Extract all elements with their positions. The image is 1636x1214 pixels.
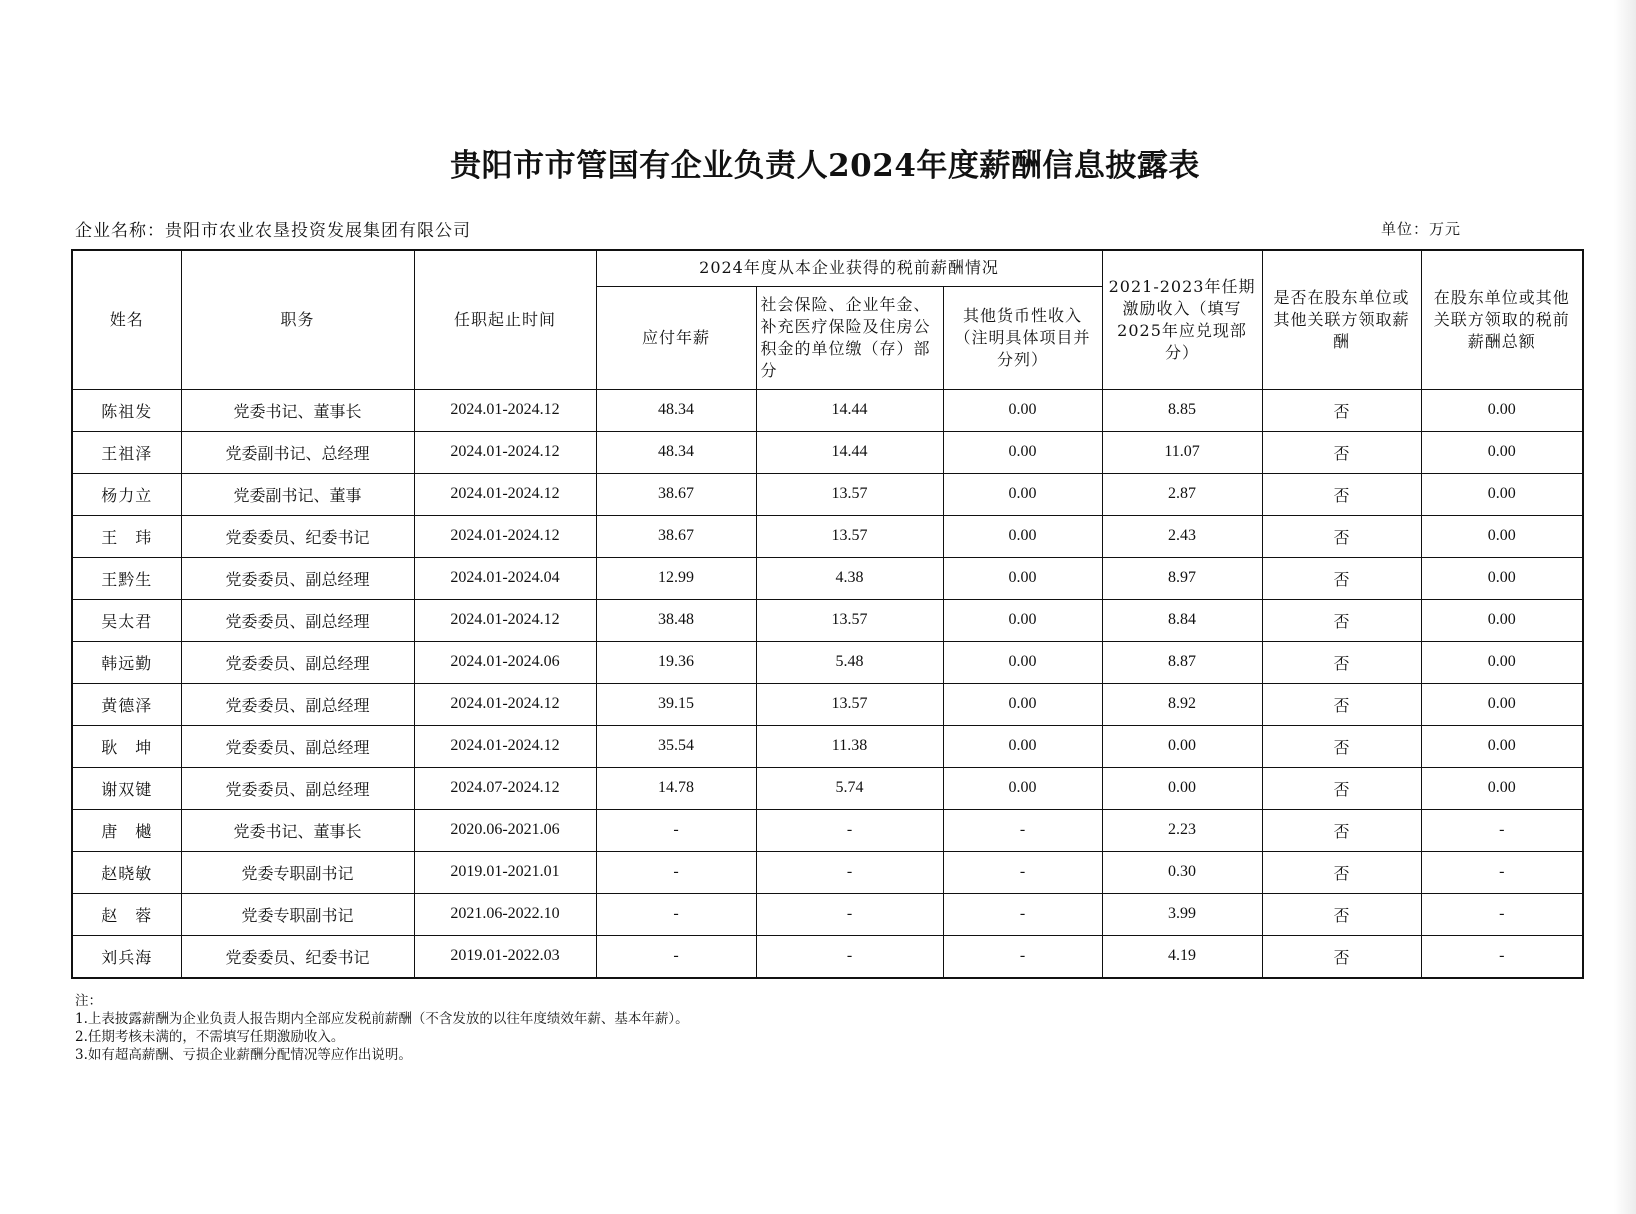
cell-term: 2019.01-2021.01 — [414, 851, 596, 893]
cell-name: 耿 坤 — [72, 725, 181, 767]
table-row — [72, 683, 1583, 725]
cell-salary: - — [596, 809, 756, 851]
company-name: 企业名称：贵阳市农业农垦投资发展集团有限公司 — [75, 221, 471, 241]
cell-insurance: 13.57 — [756, 599, 943, 641]
cell-position: 党委专职副书记 — [181, 893, 414, 935]
cell-salary: 48.34 — [596, 431, 756, 473]
cell-incentive: 2.23 — [1102, 809, 1262, 851]
header-group-2024: 2024年度从本企业获得的税前薪酬情况 — [596, 250, 1102, 286]
cell-other-income: - — [943, 935, 1102, 978]
table-row — [72, 557, 1583, 599]
cell-shareholder: 否 — [1262, 557, 1421, 599]
header-salary: 应付年薪 — [596, 286, 756, 389]
cell-incentive: 3.99 — [1102, 893, 1262, 935]
notes-label: 注： — [75, 993, 102, 1009]
cell-name: 王祖泽 — [72, 431, 181, 473]
cell-other-income: 0.00 — [943, 767, 1102, 809]
cell-term: 2024.01-2024.06 — [414, 641, 596, 683]
cell-shareholder: 否 — [1262, 641, 1421, 683]
cell-other-income: - — [943, 893, 1102, 935]
cell-other-income: 0.00 — [943, 389, 1102, 431]
cell-insurance: 14.44 — [756, 431, 943, 473]
cell-shareholder: 否 — [1262, 935, 1421, 978]
cell-incentive: 8.84 — [1102, 599, 1262, 641]
cell-salary: - — [596, 935, 756, 978]
cell-shareholder-total: 0.00 — [1421, 641, 1583, 683]
cell-name: 赵 蓉 — [72, 893, 181, 935]
cell-shareholder: 否 — [1262, 683, 1421, 725]
cell-incentive: 2.87 — [1102, 473, 1262, 515]
cell-other-income: 0.00 — [943, 431, 1102, 473]
cell-term: 2024.01-2024.12 — [414, 473, 596, 515]
cell-term: 2024.07-2024.12 — [414, 767, 596, 809]
cell-term: 2024.01-2024.12 — [414, 725, 596, 767]
cell-shareholder: 否 — [1262, 473, 1421, 515]
cell-incentive: 0.00 — [1102, 725, 1262, 767]
header-insurance: 社会保险、企业年金、补充医疗保险及住房公积金的单位缴（存）部分 — [756, 286, 943, 389]
cell-salary: 38.67 — [596, 473, 756, 515]
cell-salary: - — [596, 893, 756, 935]
cell-salary: 38.67 — [596, 515, 756, 557]
cell-shareholder: 否 — [1262, 893, 1421, 935]
cell-other-income: 0.00 — [943, 557, 1102, 599]
cell-name: 赵晓敏 — [72, 851, 181, 893]
cell-shareholder-total: - — [1421, 935, 1583, 978]
cell-shareholder: 否 — [1262, 851, 1421, 893]
unit-label: 单位：万元 — [1381, 220, 1462, 238]
cell-position: 党委委员、副总经理 — [181, 767, 414, 809]
header-term: 任职起止时间 — [414, 250, 596, 389]
cell-other-income: - — [943, 851, 1102, 893]
cell-name: 刘兵海 — [72, 935, 181, 978]
cell-term: 2024.01-2024.12 — [414, 389, 596, 431]
cell-incentive: 8.97 — [1102, 557, 1262, 599]
cell-insurance: 14.44 — [756, 389, 943, 431]
cell-position: 党委委员、副总经理 — [181, 599, 414, 641]
cell-position: 党委书记、董事长 — [181, 389, 414, 431]
cell-name: 唐 樾 — [72, 809, 181, 851]
table-row — [72, 767, 1583, 809]
cell-insurance: 5.48 — [756, 641, 943, 683]
cell-position: 党委委员、副总经理 — [181, 557, 414, 599]
header-incentive: 2021-2023年任期激励收入（填写2025年应兑现部分） — [1102, 250, 1262, 389]
cell-shareholder-total: 0.00 — [1421, 515, 1583, 557]
table-row — [72, 725, 1583, 767]
cell-term: 2019.01-2022.03 — [414, 935, 596, 978]
notes — [75, 992, 689, 1064]
cell-name: 陈祖发 — [72, 389, 181, 431]
table-row — [72, 935, 1583, 978]
cell-shareholder: 否 — [1262, 515, 1421, 557]
cell-salary: 38.48 — [596, 599, 756, 641]
salary-table — [71, 249, 1584, 979]
table-row — [72, 893, 1583, 935]
cell-term: 2024.01-2024.12 — [414, 599, 596, 641]
cell-shareholder-total: 0.00 — [1421, 725, 1583, 767]
cell-shareholder-total: - — [1421, 809, 1583, 851]
cell-insurance: 5.74 — [756, 767, 943, 809]
note-item: 2.任期考核未满的，不需填写任期激励收入。 — [75, 1029, 345, 1045]
cell-position: 党委书记、董事长 — [181, 809, 414, 851]
table-row — [72, 473, 1583, 515]
cell-salary: 35.54 — [596, 725, 756, 767]
table-row — [72, 515, 1583, 557]
cell-insurance: - — [756, 851, 943, 893]
cell-shareholder: 否 — [1262, 809, 1421, 851]
cell-other-income: 0.00 — [943, 515, 1102, 557]
header-position: 职务 — [181, 250, 414, 389]
cell-position: 党委副书记、总经理 — [181, 431, 414, 473]
cell-position: 党委委员、副总经理 — [181, 683, 414, 725]
table-row — [72, 389, 1583, 431]
cell-incentive: 11.07 — [1102, 431, 1262, 473]
cell-term: 2024.01-2024.12 — [414, 515, 596, 557]
cell-other-income: 0.00 — [943, 599, 1102, 641]
cell-shareholder: 否 — [1262, 767, 1421, 809]
cell-incentive: 8.92 — [1102, 683, 1262, 725]
cell-shareholder-total: 0.00 — [1421, 473, 1583, 515]
cell-name: 韩远勤 — [72, 641, 181, 683]
cell-insurance: 13.57 — [756, 473, 943, 515]
cell-shareholder-total: 0.00 — [1421, 431, 1583, 473]
table-row — [72, 431, 1583, 473]
cell-shareholder-total: 0.00 — [1421, 389, 1583, 431]
cell-other-income: 0.00 — [943, 725, 1102, 767]
cell-other-income: 0.00 — [943, 683, 1102, 725]
cell-incentive: 2.43 — [1102, 515, 1262, 557]
cell-shareholder-total: - — [1421, 851, 1583, 893]
cell-name: 黄德泽 — [72, 683, 181, 725]
cell-name: 吴太君 — [72, 599, 181, 641]
cell-other-income: 0.00 — [943, 473, 1102, 515]
cell-term: 2024.01-2024.12 — [414, 431, 596, 473]
table-row — [72, 641, 1583, 683]
cell-shareholder-total: 0.00 — [1421, 557, 1583, 599]
cell-term: 2021.06-2022.10 — [414, 893, 596, 935]
cell-position: 党委委员、副总经理 — [181, 725, 414, 767]
cell-salary: 19.36 — [596, 641, 756, 683]
cell-shareholder: 否 — [1262, 725, 1421, 767]
table-row — [72, 809, 1583, 851]
cell-other-income: 0.00 — [943, 641, 1102, 683]
table-row — [72, 599, 1583, 641]
cell-incentive: 8.85 — [1102, 389, 1262, 431]
header-shareholder: 是否在股东单位或其他关联方领取薪酬 — [1262, 250, 1421, 389]
cell-insurance: 11.38 — [756, 725, 943, 767]
cell-name: 谢双键 — [72, 767, 181, 809]
cell-insurance: - — [756, 893, 943, 935]
cell-name: 杨力立 — [72, 473, 181, 515]
note-item: 1.上表披露薪酬为企业负责人报告期内全部应发税前薪酬（不含发放的以往年度绩效年薪、基本年薪）。 — [75, 1011, 689, 1027]
cell-shareholder-total: 0.00 — [1421, 599, 1583, 641]
cell-position: 党委专职副书记 — [181, 851, 414, 893]
cell-incentive: 0.30 — [1102, 851, 1262, 893]
header-name: 姓名 — [72, 250, 181, 389]
cell-insurance: 13.57 — [756, 515, 943, 557]
cell-incentive: 4.19 — [1102, 935, 1262, 978]
cell-name: 王黔生 — [72, 557, 181, 599]
cell-insurance: - — [756, 935, 943, 978]
table-row — [72, 851, 1583, 893]
cell-incentive: 0.00 — [1102, 767, 1262, 809]
cell-other-income: - — [943, 809, 1102, 851]
cell-term: 2024.01-2024.04 — [414, 557, 596, 599]
cell-salary: 12.99 — [596, 557, 756, 599]
cell-shareholder-total: - — [1421, 893, 1583, 935]
cell-position: 党委委员、纪委书记 — [181, 515, 414, 557]
cell-salary: 39.15 — [596, 683, 756, 725]
cell-name: 王 玮 — [72, 515, 181, 557]
cell-insurance: 4.38 — [756, 557, 943, 599]
page-title: 贵阳市市管国有企业负责人2024年度薪酬信息披露表 — [450, 148, 1200, 184]
cell-shareholder-total: 0.00 — [1421, 767, 1583, 809]
table-body — [72, 389, 1583, 978]
header-other-income: 其他货币性收入（注明具体项目并分列） — [943, 286, 1102, 389]
header-shareholder-total: 在股东单位或其他关联方领取的税前薪酬总额 — [1421, 250, 1583, 389]
cell-shareholder: 否 — [1262, 389, 1421, 431]
cell-position: 党委委员、副总经理 — [181, 641, 414, 683]
cell-salary: - — [596, 851, 756, 893]
cell-insurance: - — [756, 809, 943, 851]
cell-position: 党委副书记、董事 — [181, 473, 414, 515]
cell-insurance: 13.57 — [756, 683, 943, 725]
cell-salary: 14.78 — [596, 767, 756, 809]
note-item: 3.如有超高薪酬、亏损企业薪酬分配情况等应作出说明。 — [75, 1047, 412, 1063]
cell-shareholder-total: 0.00 — [1421, 683, 1583, 725]
cell-shareholder: 否 — [1262, 431, 1421, 473]
cell-term: 2020.06-2021.06 — [414, 809, 596, 851]
cell-position: 党委委员、纪委书记 — [181, 935, 414, 978]
cell-incentive: 8.87 — [1102, 641, 1262, 683]
cell-shareholder: 否 — [1262, 599, 1421, 641]
cell-term: 2024.01-2024.12 — [414, 683, 596, 725]
cell-salary: 48.34 — [596, 389, 756, 431]
